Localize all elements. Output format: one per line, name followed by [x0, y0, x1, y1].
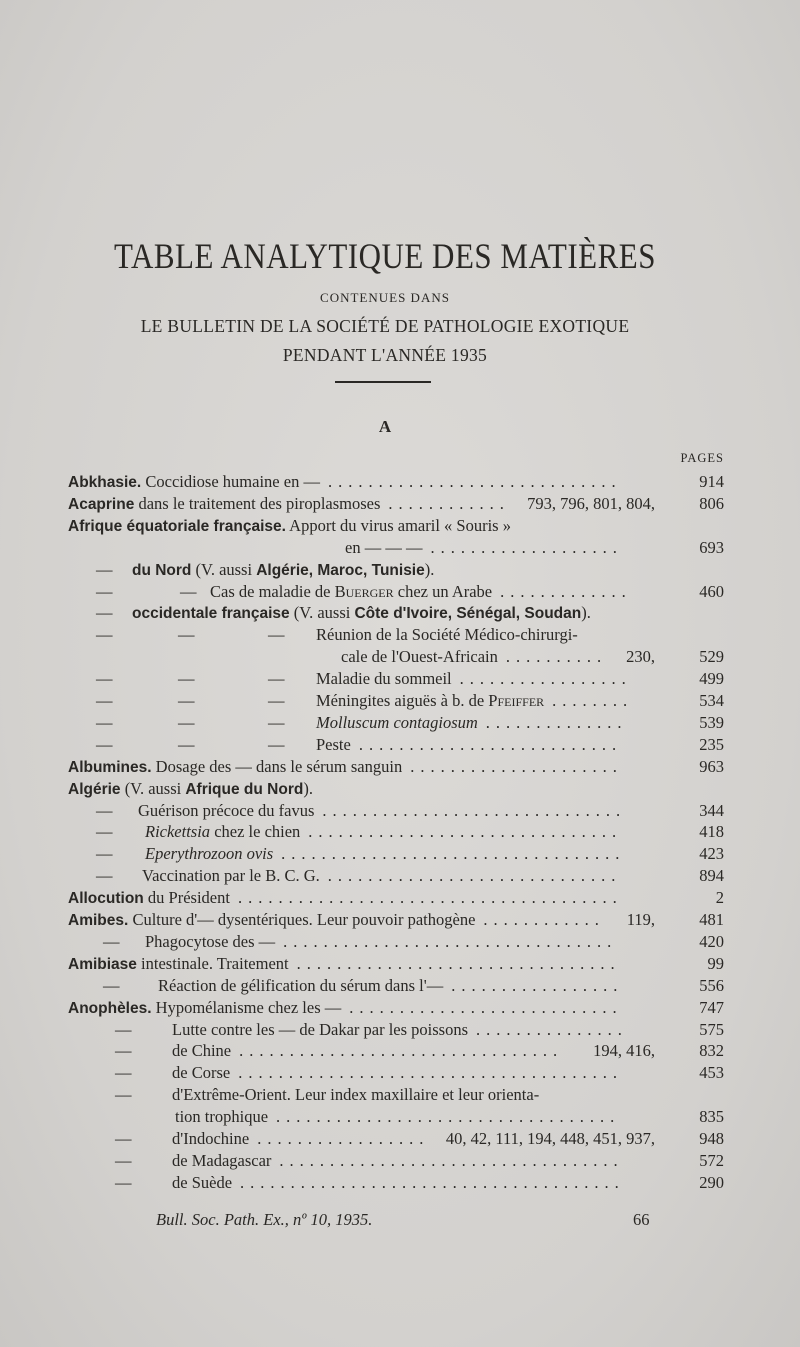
index-entry	[0, 668, 640, 690]
entry-dash: —	[96, 669, 113, 688]
entry-description: tion trophique	[175, 1107, 269, 1126]
leader-dots: ...................	[430, 538, 623, 557]
leader-dots: ......................................	[238, 1063, 623, 1082]
entry-dash: —	[178, 669, 195, 688]
entry-author-name: Pfeiffer	[488, 691, 545, 710]
entry-keyword: Allocution	[68, 890, 144, 907]
entry-page-number: 693	[699, 538, 724, 557]
entry-dash: —	[268, 669, 285, 688]
entry-text	[172, 1172, 232, 1194]
index-entry	[0, 756, 640, 778]
entry-dash: —	[268, 713, 285, 732]
subtitle-year: PENDANT L'ANNÉE 1935	[282, 345, 488, 365]
entry-page-number: 290	[699, 1173, 724, 1192]
entry-description: chez un Arabe	[393, 582, 493, 601]
leader-dots: ...............	[476, 1020, 628, 1039]
entry-page-number: 806	[699, 494, 724, 513]
entry-description: intestinale. Traitement	[136, 954, 289, 973]
entry-text	[68, 997, 341, 1020]
entry-description: Coccidiose humaine en —	[141, 472, 320, 491]
entry-text	[68, 515, 511, 538]
entry-dash: —	[96, 866, 113, 885]
leader-dots: ..........................	[358, 735, 623, 754]
entry-dash: —	[178, 691, 195, 710]
entry-keyword: occidentale française	[132, 605, 290, 622]
entry-dash: —	[96, 822, 113, 841]
entry-description: Culture d'— dysentériques. Leur pouvoir pathogène	[128, 910, 476, 929]
entry-page-references: 793, 796, 801, 804,	[527, 494, 655, 513]
index-entry	[0, 734, 640, 756]
index-entry	[0, 778, 640, 800]
leader-dots: .............	[500, 582, 632, 601]
entry-text	[68, 887, 230, 910]
entry-page-number: 2	[715, 888, 724, 907]
leader-dots: ............	[483, 910, 605, 929]
entry-page-number: 423	[699, 844, 724, 863]
entry-dash: —	[115, 1129, 132, 1148]
leader-dots: ......................................	[237, 888, 623, 907]
index-entry	[0, 515, 640, 537]
entry-description: Méningites aiguës à b. de	[316, 691, 489, 710]
entry-page-number: 99	[707, 954, 724, 973]
entry-description: de Corse	[172, 1063, 231, 1082]
entry-page-number: 572	[699, 1151, 724, 1170]
index-entry	[0, 909, 655, 931]
leader-dots: ..................................	[279, 1151, 624, 1170]
entry-description: Apport du virus amaril « Souris »	[285, 516, 511, 535]
entry-keyword: Afrique équatoriale française.	[68, 518, 286, 535]
entry-keyword: Amibiase	[68, 956, 137, 973]
leader-dots: ..................................	[281, 844, 626, 863]
entry-dash: —	[115, 1063, 132, 1082]
entry-description: Peste	[316, 735, 351, 754]
index-entry	[0, 1172, 640, 1194]
entry-page-number: 539	[699, 713, 724, 732]
entry-italic-term: Molluscum contagiosum	[316, 713, 478, 732]
entry-dash: —	[115, 1151, 132, 1170]
entry-text	[68, 471, 320, 494]
entry-description: dans le traitement des piroplasmoses	[134, 494, 381, 513]
entry-keyword: Abkhasie.	[68, 474, 142, 491]
index-entry	[0, 931, 640, 953]
leader-dots: .....................	[410, 757, 623, 776]
entry-dash: —	[96, 801, 113, 820]
leader-dots: .................	[257, 1129, 430, 1148]
title-divider	[335, 381, 431, 383]
entry-text	[175, 1106, 268, 1128]
pages-column-header: PAGES	[680, 451, 724, 465]
footer-sheet-number: 66	[633, 1210, 650, 1229]
entry-text	[172, 1084, 539, 1106]
entry-keyword: du Nord	[132, 562, 192, 579]
entry-description: Vaccination par le B. C. G.	[142, 866, 320, 885]
entry-description: Réaction de gélification du sérum dans l'—	[158, 976, 444, 995]
leader-dots: ...........................	[349, 998, 623, 1017]
entry-description: ).	[424, 560, 435, 579]
entry-text	[145, 843, 273, 865]
entry-page-number: 534	[699, 691, 724, 710]
entry-text	[316, 690, 544, 712]
entry-dash: —	[96, 691, 113, 710]
leader-dots: .................	[459, 669, 632, 688]
entry-dash: —	[96, 560, 113, 579]
entry-dash: —	[115, 1041, 132, 1060]
leader-dots: ......................................	[240, 1173, 625, 1192]
index-entry	[0, 1019, 640, 1041]
section-letter: A	[378, 417, 392, 436]
entry-page-number: 418	[699, 822, 724, 841]
entry-description: Phagocytose des —	[145, 932, 276, 951]
entry-text	[145, 931, 275, 953]
leader-dots: ........	[552, 691, 634, 710]
index-entry	[0, 1150, 640, 1172]
entry-text	[316, 712, 478, 734]
entry-page-references: 40, 42, 111, 194, 448, 451, 937,	[445, 1129, 655, 1148]
index-entry	[0, 1084, 640, 1106]
entry-description: de Chine	[172, 1041, 232, 1060]
index-entry	[0, 602, 640, 624]
entry-description: chez le chien	[210, 822, 301, 841]
entry-dash: —	[103, 976, 120, 995]
entry-text	[138, 800, 314, 822]
index-entry	[0, 559, 640, 581]
entry-description: de Madagascar	[172, 1151, 272, 1170]
entry-dash: —	[178, 713, 195, 732]
index-entry	[0, 1040, 655, 1062]
entry-dash: —	[96, 582, 113, 601]
entry-page-number: 575	[699, 1020, 724, 1039]
leader-dots: ..........	[505, 647, 608, 666]
entry-dash: —	[115, 1020, 132, 1039]
entry-page-number: 963	[699, 757, 724, 776]
entry-description: Dosage des — dans le sérum sanguin	[151, 757, 403, 776]
entry-keyword: Amibes.	[68, 912, 129, 929]
entry-text	[145, 821, 300, 843]
entry-keyword: Acaprine	[68, 496, 135, 513]
entry-text	[316, 668, 452, 690]
entry-description: en — — —	[345, 538, 423, 557]
index-entry	[0, 471, 640, 493]
page-title: TABLE ANALYTIQUE DES MATIÈRES	[114, 236, 656, 277]
entry-keyword: Côte d'Ivoire, Sénégal, Soudan	[354, 605, 582, 622]
entry-description: d'Extrême-Orient. Leur index maxillaire et leur orienta-	[172, 1085, 540, 1104]
leader-dots: .................................	[283, 932, 618, 951]
entry-keyword: Algérie, Maroc, Tunisie	[256, 562, 425, 579]
entry-page-number: 556	[699, 976, 724, 995]
entry-description: cale de l'Ouest-Africain	[341, 647, 498, 666]
entry-text	[158, 975, 443, 997]
entry-description: Maladie du sommeil	[316, 669, 452, 688]
index-entry	[0, 843, 640, 865]
entry-dash: —	[115, 1173, 132, 1192]
entry-description: Réunion de la Société Médico-chirurgi-	[316, 625, 578, 644]
entry-keyword: Anophèles.	[68, 1000, 152, 1017]
entry-description: (V. aussi	[191, 560, 257, 579]
entry-page-number: 460	[699, 582, 724, 601]
entry-dash: —	[268, 691, 285, 710]
entry-text	[68, 909, 475, 932]
entry-dash: —	[96, 844, 113, 863]
entry-description: Guérison précoce du favus	[138, 801, 315, 820]
index-entry	[0, 997, 640, 1019]
entry-dash: —	[96, 735, 113, 754]
index-entry	[0, 690, 640, 712]
entry-page-number: 747	[699, 998, 724, 1017]
entry-text	[68, 953, 289, 976]
entry-keyword: Afrique du Nord	[185, 781, 304, 798]
entry-page-number: 529	[699, 647, 724, 666]
leader-dots: ................................	[239, 1041, 564, 1060]
leader-dots: ...............................	[308, 822, 623, 841]
index-entry	[0, 953, 640, 975]
leader-dots: ................................	[296, 954, 621, 973]
index-entry	[0, 1106, 640, 1128]
entry-text	[132, 559, 434, 582]
entry-page-number: 835	[699, 1107, 724, 1126]
entry-description: Cas de maladie de	[210, 582, 335, 601]
leader-dots: .............................	[327, 866, 622, 885]
entry-text	[341, 646, 498, 668]
index-entry	[0, 646, 655, 668]
entry-text	[210, 581, 492, 603]
leader-dots: ..................................	[276, 1107, 621, 1126]
entry-text	[132, 602, 591, 625]
entry-description: de Suède	[172, 1173, 233, 1192]
entry-text	[172, 1128, 249, 1150]
entry-author-name: Buerger	[334, 582, 394, 601]
leader-dots: .................	[451, 976, 624, 995]
index-entry	[0, 887, 640, 909]
index-entry	[0, 581, 640, 603]
entry-dash: —	[96, 625, 113, 644]
index-entry	[0, 821, 640, 843]
entry-page-number: 832	[699, 1041, 724, 1060]
entry-dash: —	[178, 735, 195, 754]
entry-page-references: 119,	[626, 910, 655, 929]
entry-description: ).	[303, 779, 313, 798]
entry-dash: —	[96, 713, 113, 732]
entry-description: d'Indochine	[172, 1129, 250, 1148]
index-entry	[0, 1062, 640, 1084]
entry-page-number: 420	[699, 932, 724, 951]
index-entry	[0, 712, 640, 734]
entry-text	[68, 778, 313, 801]
index-entry	[0, 537, 640, 559]
entry-dash: —	[180, 582, 197, 601]
subtitle-bulletin: LE BULLETIN DE LA SOCIÉTÉ DE PATHOLOGIE EXOTIQUE	[140, 316, 630, 336]
entry-page-number: 481	[699, 910, 724, 929]
index-entry	[0, 624, 640, 646]
entry-page-number: 344	[699, 801, 724, 820]
footer-citation: Bull. Soc. Path. Ex., nº 10, 1935.	[156, 1210, 373, 1229]
entry-text	[68, 493, 380, 516]
entry-description: du Président	[143, 888, 230, 907]
entry-keyword: Albumines.	[68, 759, 152, 776]
entry-page-number: 914	[699, 472, 724, 491]
entry-dash: —	[115, 1085, 132, 1104]
entry-text	[172, 1019, 468, 1041]
entry-page-number: 948	[699, 1129, 724, 1148]
leader-dots: .............................	[327, 472, 622, 491]
entry-text	[172, 1150, 271, 1172]
entry-text	[316, 624, 578, 646]
index-entry	[0, 865, 640, 887]
entry-text	[68, 756, 402, 779]
entry-page-number: 453	[699, 1063, 724, 1082]
subtitle-contained: CONTENUES DANS	[320, 290, 450, 305]
entry-description: Hypomélanisme chez les —	[151, 998, 342, 1017]
entry-page-references: 230,	[626, 647, 655, 666]
index-entry	[0, 800, 640, 822]
entry-dash: —	[96, 603, 113, 622]
index-entry	[0, 1128, 655, 1150]
entry-description: ).	[581, 603, 591, 622]
entry-page-number: 499	[699, 669, 724, 688]
entry-page-number: 235	[699, 735, 724, 754]
entry-text	[316, 734, 351, 756]
leader-dots: ..............................	[322, 801, 627, 820]
index-entry	[0, 493, 655, 515]
entry-description: (V. aussi	[289, 603, 355, 622]
entry-page-number: 894	[699, 866, 724, 885]
entry-description: (V. aussi	[120, 779, 186, 798]
index-entry	[0, 975, 640, 997]
entry-description: Lutte contre les — de Dakar par les poissons	[172, 1020, 469, 1039]
entry-keyword: Algérie	[68, 781, 121, 798]
entry-text	[345, 537, 422, 559]
leader-dots: ............	[388, 494, 510, 513]
entry-text	[142, 865, 320, 887]
entry-italic-term: Rickettsia	[145, 822, 211, 841]
entry-page-references: 194, 416,	[593, 1041, 655, 1060]
entry-dash: —	[178, 625, 195, 644]
entry-text	[172, 1040, 231, 1062]
entry-dash: —	[103, 932, 120, 951]
entry-dash: —	[268, 625, 285, 644]
entry-italic-term: Eperythrozoon ovis	[145, 844, 274, 863]
entry-text	[172, 1062, 230, 1084]
leader-dots: ..............	[485, 713, 628, 732]
entry-dash: —	[268, 735, 285, 754]
